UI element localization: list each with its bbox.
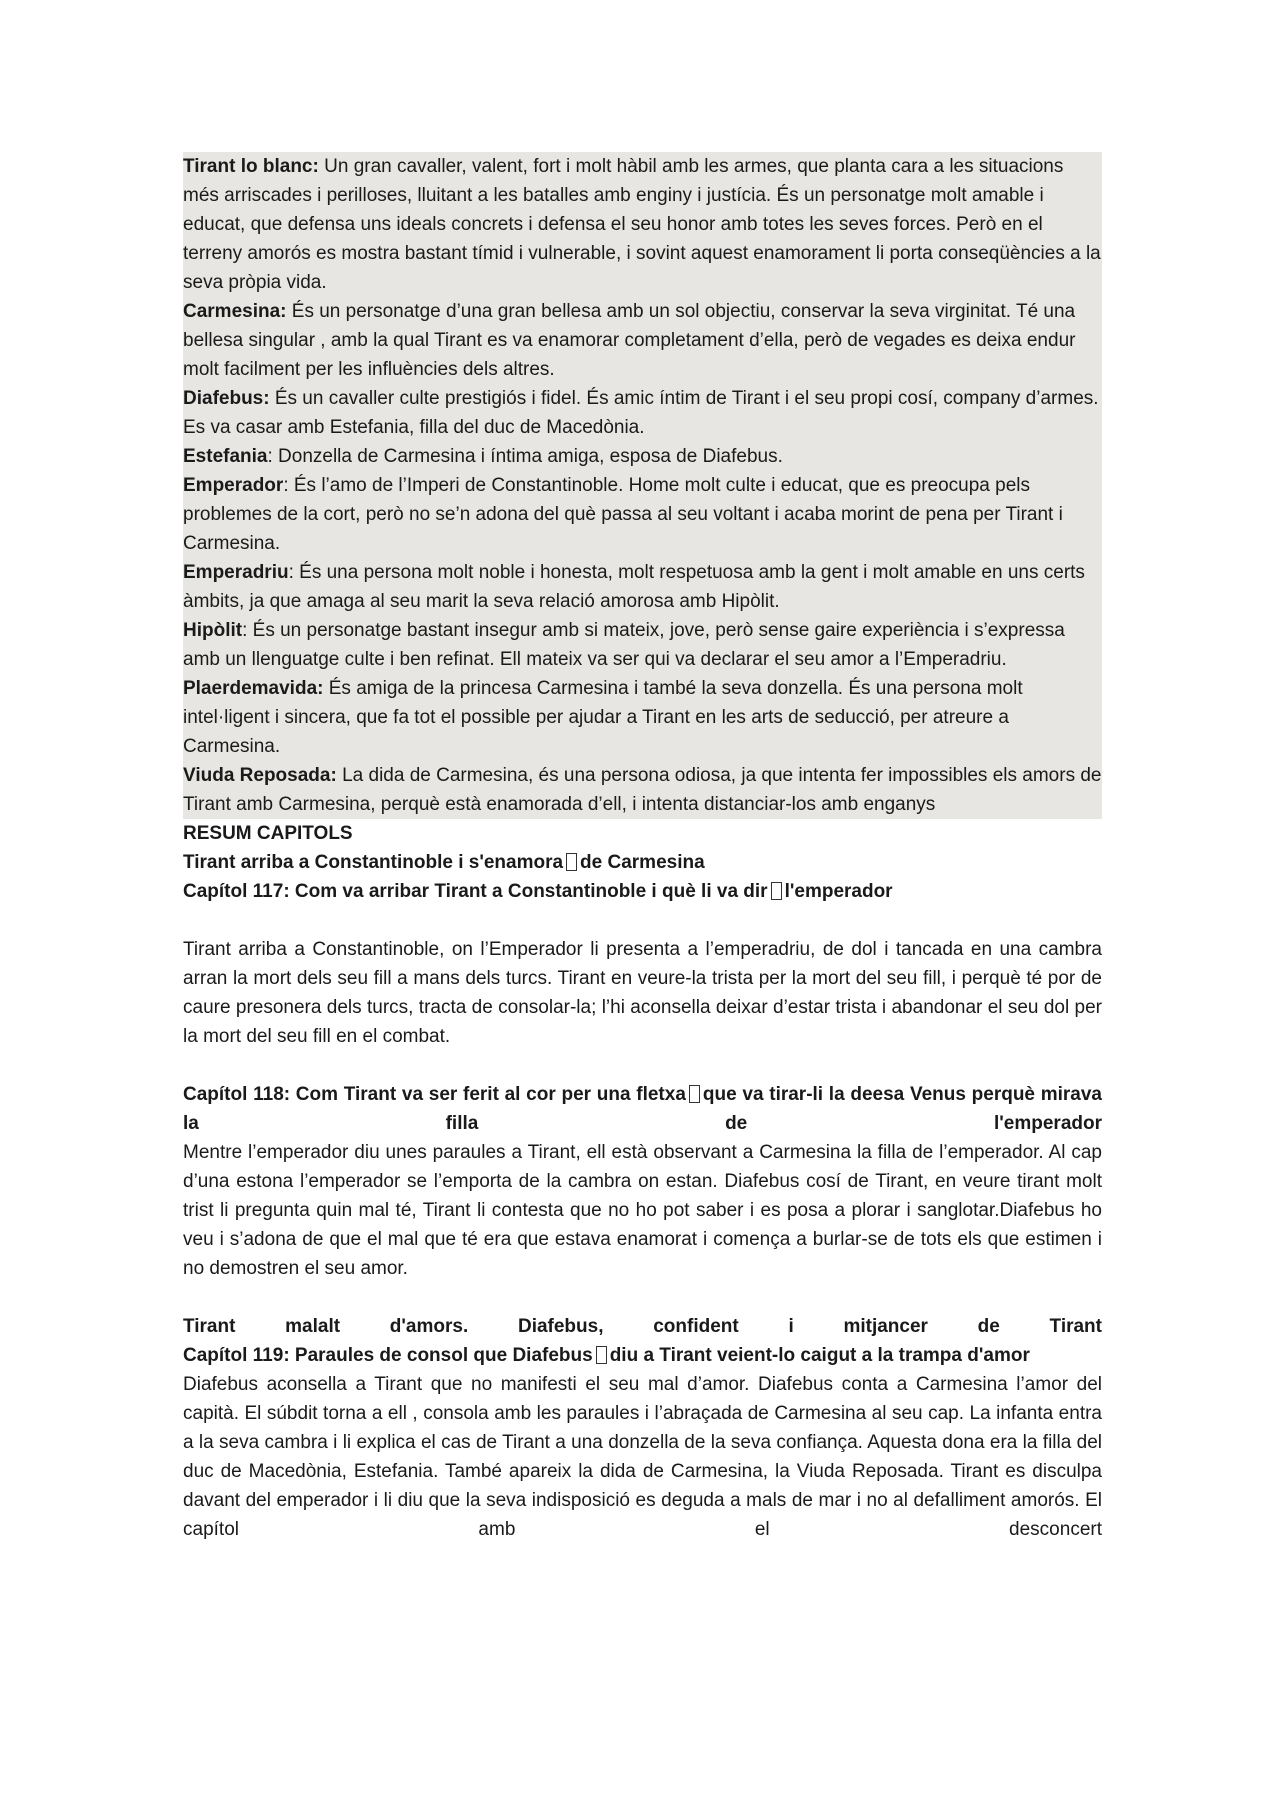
character-entry [183,384,1102,442]
chapter-title [183,1341,1102,1370]
character-description: : És una persona molt noble i honesta, molt respetuosa amb la gent i molt amable en uns certs àmbits, ja que amaga al seu marit la seva relació amorosa amb Hipòlit. [183,562,1085,612]
blank-line [183,906,1102,935]
chapter-paragraph: Tirant arriba a Constantinoble, on l’Emperador li presenta a l’emperadriu, de dol i tancada en una cambra arran la mort dels seu fill a mans dels turcs. Tirant en veure-la trista per la mort del seu fill, i perquè té por de caure presonera dels turcs, tracta de consolar-la; l’hi aconsella deixar d’estar trista i abandonar el seu dol per la mort del seu fill en el combat. [183,939,1102,1047]
chapter-title-part: Capítol 118: Com Tirant va ser ferit al cor per una fletxa [183,1084,686,1105]
characters-section [183,152,1102,819]
blank-line [183,1051,1102,1080]
character-entry [183,442,1102,471]
blank-line [183,1283,1102,1312]
character-name: Tirant lo blanc: [183,156,319,177]
character-name: Plaerdemavida: [183,678,324,699]
missing-glyph-icon [566,853,577,871]
character-name: Carmesina: [183,301,287,322]
character-name: Estefania [183,446,268,467]
character-name: Hipòlit [183,620,243,641]
missing-glyph-icon [771,882,782,900]
character-description: És un personatge d’una gran bellesa amb un sol objectiu, conservar la seva virginitat. Té una bellesa singular , amb la qual Tirant es va enamorar completament d’ella, però de vegades es deixa endur molt facilment per les influències dels altres. [183,301,1076,380]
chapter-paragraph: Diafebus aconsella a Tirant que no manifesti el seu mal d’amor. Diafebus conta a Carmesina l’amor del capità. El súbdit torna a ell , consola amb les paraules i l’abraçada de Carmesina al seu cap. La infanta entra a la seva cambra i li explica el cas de Tirant a una donzella de la seva confiança. Aquesta dona era la filla del duc de Macedònia, Estefania. També apareix la dida de Carmesina, la Viuda Reposada. Tirant es disculpa davant del emperador i li diu que la seva indisposició es deguda a mals de mar i no al defalliment amorós. El capítol amb el desconcert [183,1374,1102,1540]
chapter-title [183,877,1102,906]
character-description: : És l’amo de l’Imperi de Constantinoble. Home molt culte i educat, que es preocupa pels problemes de la cort, però no se’n adona del què passa al seu voltant i acaba morint de pena per Tirant i Carmesina. [183,475,1063,554]
chapter-title-part: Capítol 119: Paraules de consol que Diafebus [183,1345,593,1366]
chapter-title-part: l'emperador [784,881,893,902]
summary-title: RESUM CAPITOLS [183,823,353,844]
character-name: Emperador [183,475,284,496]
chapter-title-part: Capítol 117: Com va arribar Tirant a Constantinoble i què li va dir [183,881,768,902]
chapter-title-part: que va tirar-li la deesa Venus perquè mirava la filla de l'emperador [183,1084,1102,1134]
character-description: Un gran cavaller, valent, fort i molt hàbil amb les armes, que planta cara a les situacions més arriscades i perilloses, lluitant a les batalles amb enginy i justícia. És un personatge molt amable i educat, que defensa uns ideals concrets i defensa el seu honor amb totes les seves forces. Però en el terreny amorós es mostra bastant tímid i vulnerable, i sovint aquest enamorament li porta conseqüències a la seva pròpia vida. [183,156,1101,293]
missing-glyph-icon [689,1085,700,1103]
character-description: La dida de Carmesina, és una persona odiosa, ja que intenta fer impossibles els amors de Tirant amb Carmesina, perquè està enamorada d’ell, i intenta distanciar-los amb enganys [183,765,1102,815]
document-page [183,152,1102,1544]
character-entry [183,616,1102,674]
section-title [183,848,1102,877]
character-entry [183,558,1102,616]
character-entry [183,674,1102,761]
character-entry [183,471,1102,558]
section-title: Tirant malalt d'amors. Diafebus, confident i mitjancer de Tirant [183,1316,1102,1337]
character-name: Emperadriu [183,562,289,583]
chapter-paragraph: Mentre l’emperador diu unes paraules a Tirant, ell està observant a Carmesina la filla de l’emperador. Al cap d’una estona l’emperador se l’emporta de la cambra on estan. Diafebus cosí de Tirant, en veure tirant molt trist li pregunta quin mal té, Tirant li contesta que no ho pot saber i es posa a plorar i sanglotar.Diafebus ho veu i s’adona de que el mal que té era que estava enamorat i comença a burlar-se de tots els que estimen i no demostren el seu amor. [183,1142,1102,1279]
chapter-title-part: diu a Tirant veient-lo caigut a la trampa d'amor [609,1345,1030,1366]
section-title-part: de Carmesina [580,852,705,873]
missing-glyph-icon [596,1346,607,1364]
character-name: Diafebus: [183,388,270,409]
character-entry [183,297,1102,384]
chapter-title [183,1080,1102,1138]
section-title-part: Tirant arriba a Constantinoble i s'enamora [183,852,564,873]
character-entry [183,152,1102,297]
character-name: Viuda Reposada: [183,765,337,786]
character-description: És un cavaller culte prestigiós i fidel. És amic íntim de Tirant i el seu propi cosí, company d’armes. Es va casar amb Estefania, filla del duc de Macedònia. [183,388,1099,438]
character-description: : És un personatge bastant insegur amb si mateix, jove, però sense gaire experiència i s’expressa amb un llenguatge culte i ben refinat. Ell mateix va ser qui va declarar el seu amor a l’Emperadriu. [183,620,1065,670]
character-description: : Donzella de Carmesina i íntima amiga, esposa de Diafebus. [267,446,783,467]
character-description: És amiga de la princesa Carmesina i també la seva donzella. És una persona molt intel·ligent i sincera, que fa tot el possible per ajudar a Tirant en les arts de seducció, per atreure a Carmesina. [183,678,1023,757]
character-entry [183,761,1102,819]
